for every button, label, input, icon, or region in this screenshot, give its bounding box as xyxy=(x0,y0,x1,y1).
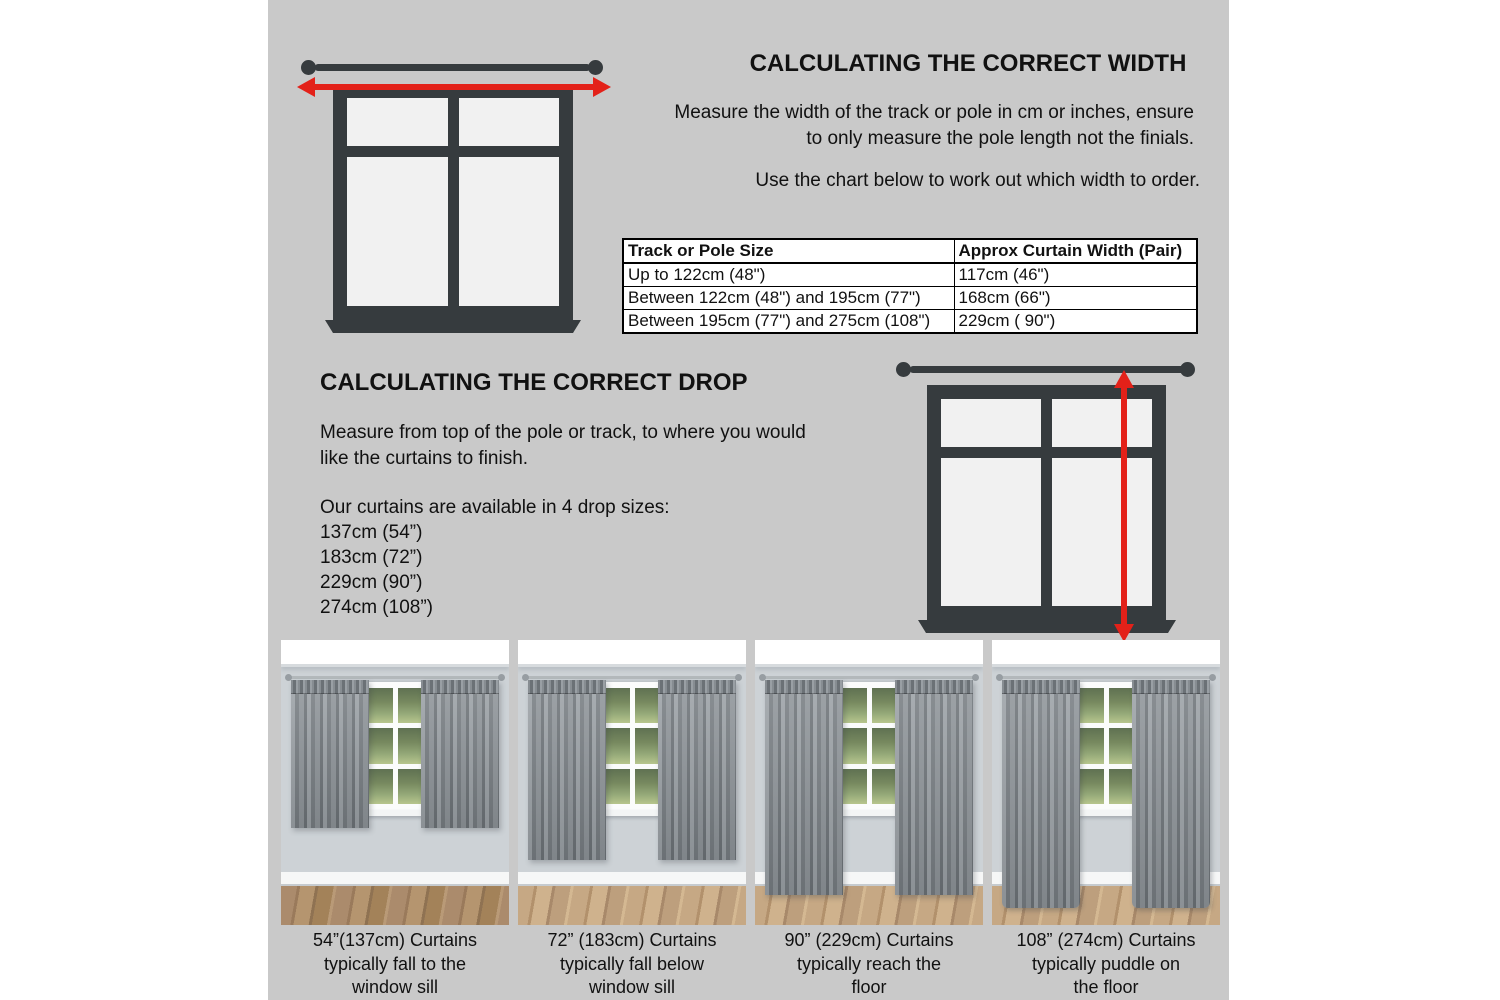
table-header-pole-size: Track or Pole Size xyxy=(623,239,954,263)
window-pane xyxy=(1052,458,1152,606)
table-cell-pole-size: Up to 122cm (48") xyxy=(623,263,954,287)
drop-size-item: 137cm (54”) xyxy=(320,522,423,543)
curtain-pole-icon xyxy=(315,64,590,71)
window-pane xyxy=(459,157,560,306)
window-sill xyxy=(918,620,1176,633)
caption-line: typically reach the xyxy=(796,953,942,974)
window-pane xyxy=(347,98,448,146)
window-pane xyxy=(459,98,560,146)
caption-line: the floor xyxy=(1073,977,1139,997)
drop-measure-arrow-icon xyxy=(1114,370,1134,642)
photo-curtain-pole xyxy=(762,676,976,679)
window-pane xyxy=(347,157,448,306)
caption-line: typically fall below xyxy=(559,953,705,974)
table-cell-curtain-width: 117cm (46") xyxy=(954,263,1197,287)
table-header-curtain-width: Approx Curtain Width (Pair) xyxy=(954,239,1197,263)
arrow-shaft xyxy=(312,84,596,90)
caption-line: 72” (183cm) Curtains xyxy=(547,930,717,950)
pole-finial-icon xyxy=(896,362,911,377)
caption-line: 54”(137cm) Curtains xyxy=(312,930,478,950)
photo-caption-54in xyxy=(275,929,515,1000)
caption-line: 90” (229cm) Curtains xyxy=(784,930,954,950)
caption-line: 108” (274cm) Curtains xyxy=(1016,930,1196,950)
photo-baseboard xyxy=(518,872,746,886)
photo-curtain-pole xyxy=(288,676,502,679)
curtain-left xyxy=(528,680,606,860)
content-panel xyxy=(268,0,1229,1000)
caption-line: window sill xyxy=(588,977,676,997)
table-cell-curtain-width: 229cm ( 90") xyxy=(954,310,1197,334)
drop-section-title: CALCULATING THE CORRECT DROP xyxy=(320,369,748,396)
curtain-right xyxy=(421,680,499,828)
drop-size-item: 274cm (108”) xyxy=(320,597,433,618)
window-sill xyxy=(325,320,581,333)
photo-ceiling xyxy=(992,640,1220,667)
drop-sizes-intro: Our curtains are available in 4 drop sizes: xyxy=(320,497,670,518)
window-pane xyxy=(941,399,1041,447)
drop-instructions-line2: like the curtains to finish. xyxy=(320,448,529,469)
table-row xyxy=(623,310,1197,334)
drop-size-item: 183cm (72”) xyxy=(320,547,423,568)
caption-line: typically fall to the xyxy=(323,953,467,974)
drop-instructions-line1: Measure from top of the pole or track, to where you would xyxy=(320,422,806,443)
photo-ceiling xyxy=(281,640,509,667)
pole-finial-icon xyxy=(1180,362,1195,377)
caption-line: typically puddle on xyxy=(1031,953,1181,974)
curtain-left xyxy=(1002,680,1080,908)
arrow-shaft xyxy=(1121,385,1127,627)
width-section-title: CALCULATING THE CORRECT WIDTH xyxy=(749,50,1187,77)
drop-size-item: 229cm (90”) xyxy=(320,572,423,593)
photo-wood-floor xyxy=(518,886,746,925)
drop-sizes-list xyxy=(320,495,670,620)
photo-curtain-pole xyxy=(525,676,739,679)
example-photo-90in xyxy=(755,640,983,925)
arrow-head-left-icon xyxy=(297,77,315,97)
width-measure-arrow-icon xyxy=(297,77,611,97)
photo-ceiling xyxy=(755,640,983,667)
table-row xyxy=(623,263,1197,287)
arrow-head-up-icon xyxy=(1114,370,1134,388)
window-diagram-width xyxy=(333,84,573,320)
photo-wood-floor xyxy=(281,886,509,925)
width-instructions xyxy=(604,100,1194,152)
curtain-left xyxy=(291,680,369,828)
caption-line: window sill xyxy=(351,977,439,997)
width-size-table xyxy=(622,238,1198,334)
photo-caption-72in xyxy=(512,929,752,1000)
pole-finial-icon xyxy=(588,60,603,75)
width-instructions-line1: Measure the width of the track or pole in cm or inches, ensure xyxy=(674,102,1194,123)
chart-note: Use the chart below to work out which width to order. xyxy=(755,170,1200,191)
table-row xyxy=(623,287,1197,310)
curtain-pole-icon xyxy=(910,366,1186,373)
pole-finial-icon xyxy=(301,60,316,75)
example-photo-72in xyxy=(518,640,746,925)
table-cell-curtain-width: 168cm (66") xyxy=(954,287,1197,310)
window-pane xyxy=(941,458,1041,606)
window-pane xyxy=(1052,399,1152,447)
curtain-right xyxy=(658,680,736,860)
drop-instructions xyxy=(320,420,880,472)
curtain-right xyxy=(895,680,973,895)
photo-caption-108in xyxy=(986,929,1226,1000)
curtain-left xyxy=(765,680,843,895)
width-instructions-line2: to only measure the pole length not the finials. xyxy=(806,128,1194,149)
photo-curtain-pole xyxy=(999,676,1213,679)
arrow-head-right-icon xyxy=(593,77,611,97)
table-cell-pole-size: Between 195cm (77") and 275cm (108") xyxy=(623,310,954,334)
caption-line: floor xyxy=(851,977,887,997)
table-header-row xyxy=(623,239,1197,263)
example-photo-108in xyxy=(992,640,1220,925)
photo-caption-90in xyxy=(749,929,989,1000)
table-cell-pole-size: Between 122cm (48") and 195cm (77") xyxy=(623,287,954,310)
curtain-right xyxy=(1132,680,1210,908)
example-photo-54in xyxy=(281,640,509,925)
photo-ceiling xyxy=(518,640,746,667)
photo-baseboard xyxy=(281,872,509,886)
